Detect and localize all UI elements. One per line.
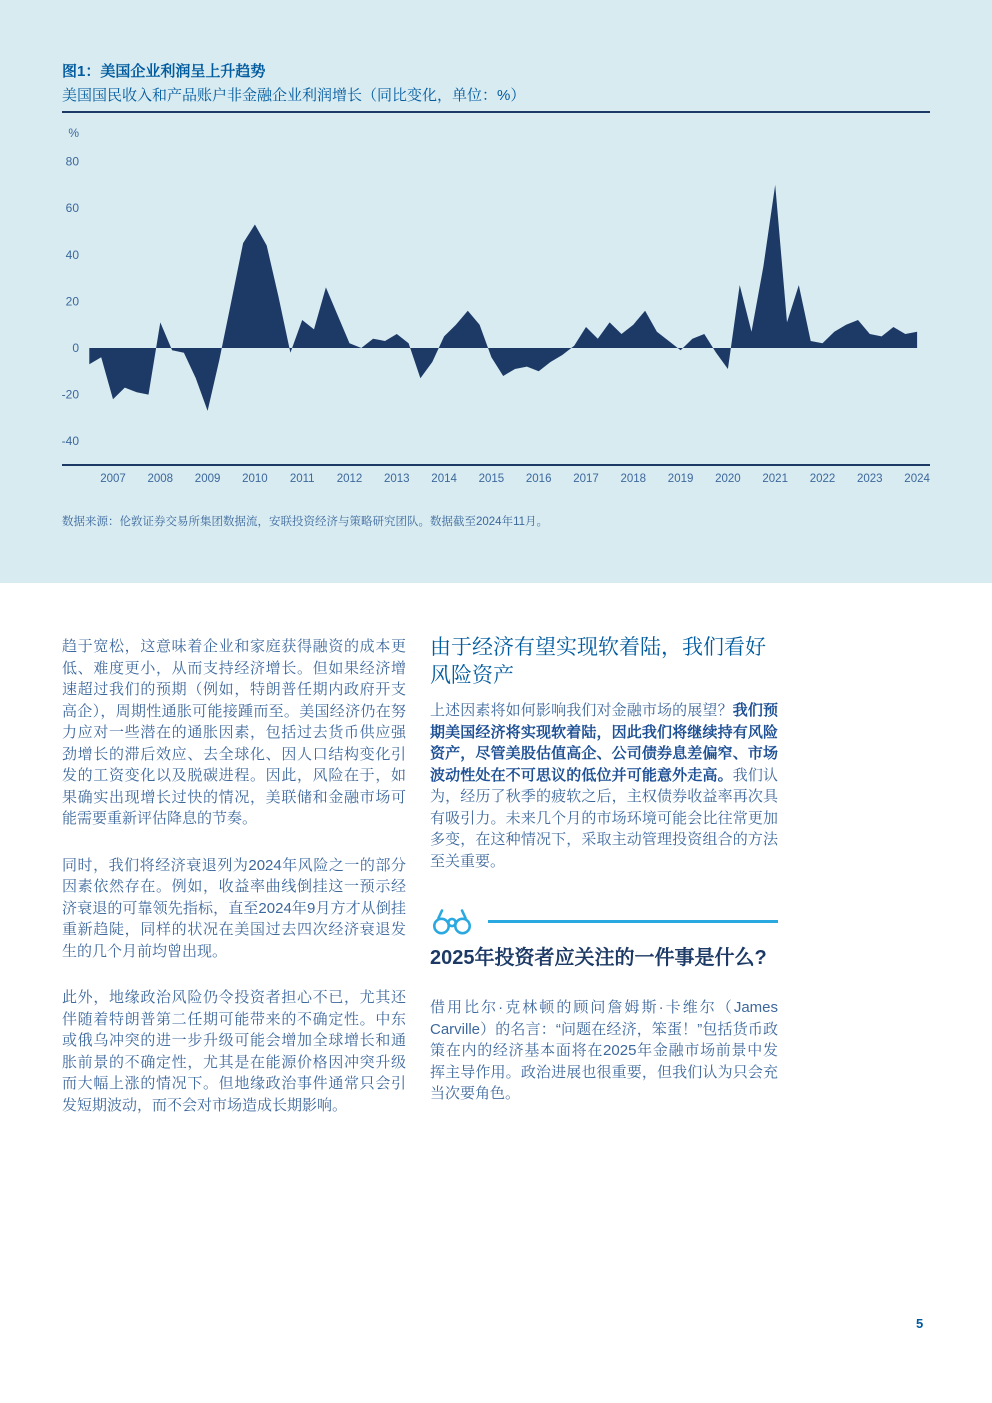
- y-tick-label: -40: [61, 434, 79, 449]
- area-series-profit-growth: [89, 185, 917, 411]
- outlook-lead-text: 上述因素将如何影响我们对金融市场的展望？: [430, 702, 733, 719]
- x-tick-label: 2019: [667, 473, 694, 485]
- figure-title: 图1：美国企业利润呈上升趋势: [62, 63, 266, 80]
- paragraph-recession-risk: 同时，我们将经济衰退列为2024年风险之一的部分因素依然存在。例如，收益率曲线倒挂这一预示经济衰退的可靠领先指标，直至2024年9月方才从倒挂重新趋陡，同样的状况在美国过去四次经济衰退发生的几个月前均曾出现。: [62, 856, 406, 960]
- left-column: [62, 636, 406, 1141]
- x-tick-label: 2016: [525, 473, 552, 485]
- y-tick-label: 40: [65, 247, 79, 262]
- paragraph-market-outlook: [430, 700, 778, 872]
- x-tick-label: 2008: [147, 473, 174, 485]
- y-tick-label: 20: [65, 294, 79, 309]
- profit-growth-area-chart: [0, 0, 992, 500]
- figure-subtitle: 美国国民收入和产品账户非金融企业利润增长（同比变化，单位：%）: [62, 87, 526, 104]
- outlook-rest-text: 我们认为，经历了秋季的疲软之后，主权债券收益率再次具有吸引力。未来几个月的市场环境可能会比往常更加多变，在这种情况下，采取主动管理投资组合的方法至关重要。: [430, 766, 778, 870]
- paragraph-one-thing-2025: 借用比尔·克林顿的顾问詹姆斯·卡维尔（James Carville）的名言：“问题在经济，笨蛋！”包括货币政策在内的经济基本面将在2025年金融市场前景中发挥主导作用。政治进展也很重要，但我们认为只会充当次要角色。: [430, 999, 778, 1102]
- x-tick-label: 2024: [904, 473, 930, 485]
- y-tick-label: -20: [61, 387, 79, 402]
- x-tick-label: 2017: [573, 473, 599, 485]
- x-tick-label: 2009: [194, 473, 221, 485]
- x-tick-label: 2011: [289, 473, 315, 485]
- x-tick-label: 2013: [384, 473, 410, 485]
- y-axis-unit-label: %: [68, 126, 79, 140]
- x-tick-label: 2014: [431, 473, 457, 485]
- y-tick-label: 60: [65, 201, 79, 216]
- x-tick-label: 2022: [809, 473, 836, 485]
- x-tick-label: 2023: [857, 473, 883, 485]
- x-tick-label: 2012: [336, 473, 363, 485]
- x-tick-label: 2021: [762, 473, 788, 485]
- right-column: [430, 634, 778, 1105]
- y-tick-label: 80: [65, 154, 79, 169]
- callout-header-row: [430, 904, 778, 938]
- x-tick-label: 2010: [242, 473, 268, 485]
- paragraph-rates-easing: 趋于宽松，这意味着企业和家庭获得融资的成本更低、难度更小，从而支持经济增长。但如果经济增速超过我们的预期（例如，特朗普任期内政府开支高企），周期性通胀可能接踵而至。美国经济仍在努力应对一些潜在的通胀因素，包括过去货币供应强劲增长的滞后效应、去全球化、因人口结构变化引发的工资变化以及脱碳进程。因此，风险在于，如果确实出现增长过快的情况，美联储和金融市场可能需要重新评估降息的节奏。: [62, 638, 406, 827]
- x-tick-label: 2007: [100, 473, 126, 485]
- figure-source-note: 数据来源：伦敦证券交易所集团数据流，安联投资经济与策略研究团队。数据截至2024年11月。: [62, 516, 549, 528]
- x-tick-label: 2015: [478, 473, 505, 485]
- x-tick-label: 2018: [620, 473, 647, 485]
- y-tick-label: 0: [72, 341, 79, 355]
- callout-divider-line: [488, 920, 778, 923]
- binoculars-icon: [430, 905, 474, 937]
- x-tick-label: 2020: [715, 473, 741, 485]
- paragraph-geopolitics: 此外，地缘政治风险仍令投资者担心不已，尤其还伴随着特朗普第二任期可能带来的不确定性。中东或俄乌冲突的进一步升级可能会增加全球增长和通胀前景的不确定性，尤其是在能源价格因冲突升级而大幅上涨的情况下。但地缘政治事件通常只会引发短期波动，而不会对市场造成长期影响。: [62, 989, 406, 1114]
- section-heading-soft-landing: 由于经济有望实现软着陆，我们看好风险资产: [430, 636, 766, 687]
- callout-heading: 2025年投资者应关注的一件事是什么?: [430, 947, 767, 969]
- outlook-bold-text: 我们预期美国经济将实现软着陆，因此我们将继续持有风险资产，尽管美股估值高企、公司债券息差偏窄、市场波动性处在不可思议的低位并可能意外走高。: [430, 702, 778, 784]
- page-number: 5: [916, 1316, 924, 1331]
- figure-panel: [0, 0, 992, 583]
